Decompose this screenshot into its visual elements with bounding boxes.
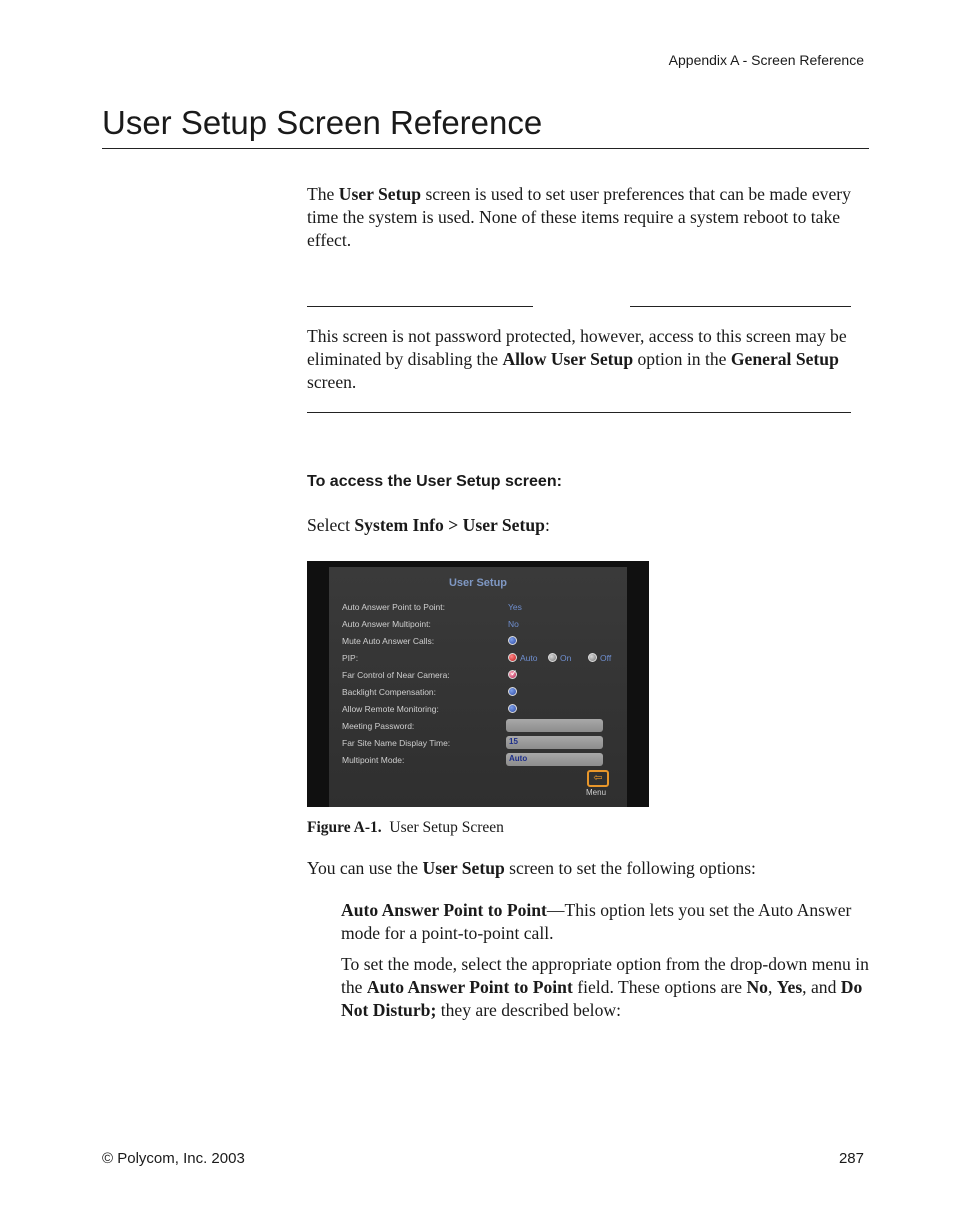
note-top-rule-left xyxy=(307,306,533,307)
row-label-remote-monitoring: Allow Remote Monitoring: xyxy=(342,704,439,714)
back-arrow-icon[interactable]: ⇦ xyxy=(587,770,609,787)
note-bottom-rule xyxy=(307,412,851,413)
display-time-field[interactable] xyxy=(506,736,603,749)
display-time-value: 15 xyxy=(509,737,518,746)
procedure-heading: To access the User Setup screen: xyxy=(307,473,562,490)
options-intro-paragraph: You can use the User Setup screen to set the following options: xyxy=(307,858,756,878)
title-divider xyxy=(102,148,869,149)
option-steps: To set the mode, select the appropriate option from the drop-down menu in the Auto Answer Point to Point field. These options are No, Yes, and Do Not Disturb; they are described below: xyxy=(341,954,869,1020)
row-label-mute-auto-answer: Mute Auto Answer Calls: xyxy=(342,636,435,646)
auto-answer-multipoint-value[interactable]: No xyxy=(508,619,519,629)
intro-paragraph: The User Setup screen is used to set user preferences that can be made every time the system is used. None of these items require a system reboot to take effect. xyxy=(307,184,851,250)
pip-option-on: On xyxy=(560,653,572,663)
user-setup-screenshot xyxy=(307,561,649,807)
note-paragraph: This screen is not password protected, however, access to this screen may be eliminated by disabling the Allow User Setup option in the General Setup screen. xyxy=(307,326,847,392)
pip-on-radio-icon[interactable] xyxy=(548,653,557,662)
page-number: 287 xyxy=(838,1150,864,1167)
far-control-checkbox-icon[interactable] xyxy=(508,670,517,679)
screen-title: User Setup xyxy=(448,577,508,589)
procedure-step: Select System Info > User Setup: xyxy=(307,515,550,535)
row-label-auto-answer-p2p: Auto Answer Point to Point: xyxy=(342,602,446,612)
multipoint-mode-select[interactable] xyxy=(506,753,603,766)
mute-auto-answer-radio-icon[interactable] xyxy=(508,636,517,645)
row-label-auto-answer-multipoint: Auto Answer Multipoint: xyxy=(342,619,431,629)
pip-option-auto: Auto xyxy=(520,653,538,663)
note-top-rule-right xyxy=(630,306,851,307)
meeting-password-field[interactable] xyxy=(506,719,603,732)
multipoint-mode-value: Auto xyxy=(509,754,528,763)
running-header: Appendix A - Screen Reference xyxy=(668,52,864,68)
figure-caption: Figure A-1. User Setup Screen xyxy=(307,819,504,836)
remote-monitoring-radio-icon[interactable] xyxy=(508,704,517,713)
row-label-backlight: Backlight Compensation: xyxy=(342,687,437,697)
pip-option-off: Off xyxy=(600,653,612,663)
row-label-display-time: Far Site Name Display Time: xyxy=(342,738,451,748)
row-label-multipoint-mode: Multipoint Mode: xyxy=(342,755,405,765)
option-description: Auto Answer Point to Point—This option lets you set the Auto Answer mode for a point-to-point call. xyxy=(341,900,852,943)
row-label-far-control: Far Control of Near Camera: xyxy=(342,670,450,680)
auto-answer-p2p-value[interactable]: Yes xyxy=(508,602,522,612)
pip-off-radio-icon[interactable] xyxy=(588,653,597,662)
row-label-pip: PIP: xyxy=(342,653,359,663)
page-title: User Setup Screen Reference xyxy=(102,104,543,141)
row-label-meeting-password: Meeting Password: xyxy=(342,721,415,731)
footer-copyright: © Polycom, Inc. 2003 xyxy=(102,1150,245,1167)
menu-label: Menu xyxy=(586,788,607,797)
pip-auto-radio-icon[interactable] xyxy=(508,653,517,662)
backlight-radio-icon[interactable] xyxy=(508,687,517,696)
checkmark-icon: ✓ xyxy=(510,668,518,678)
